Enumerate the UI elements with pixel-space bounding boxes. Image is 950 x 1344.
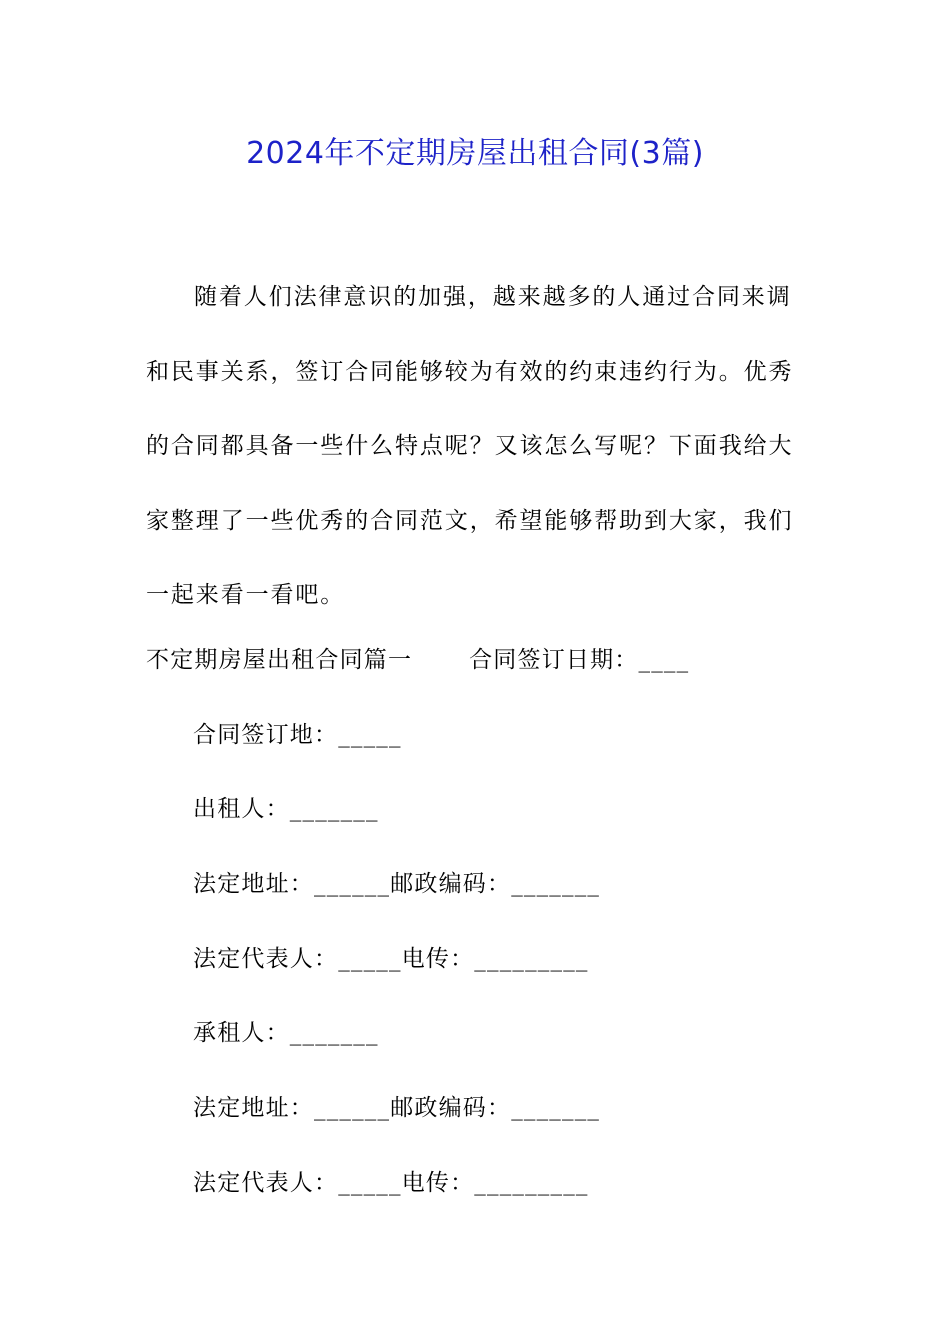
intro-paragraph: 随着人们法律意识的加强，越来越多的人通过合同来调和民事关系，签订合同能够较为有效的约束违约行为。优秀的合同都具备一些什么特点呢？又该怎么写呢？下面我给大家整理了一些优秀的合同范文，希望能够帮助到大家，我们一起来看一看吧。 [146,284,794,608]
lessee-line: 承租人：_______ [193,1020,379,1046]
signing-place-line: 合同签订地：_____ [193,722,402,748]
contract-heading-line: 不定期房屋出租合同篇一 合同签订日期：____ [146,647,690,673]
document-title: 2024年不定期房屋出租合同(3篇) [246,136,704,171]
lessor-representative-line: 法定代表人：_____电传：_________ [193,946,589,972]
lessee-representative-line: 法定代表人：_____电传：_________ [193,1170,589,1196]
lessor-address-line: 法定地址：______邮政编码：_______ [193,871,601,897]
lessee-address-line: 法定地址：______邮政编码：_______ [193,1095,601,1121]
lessor-line: 出租人：_______ [193,796,379,822]
